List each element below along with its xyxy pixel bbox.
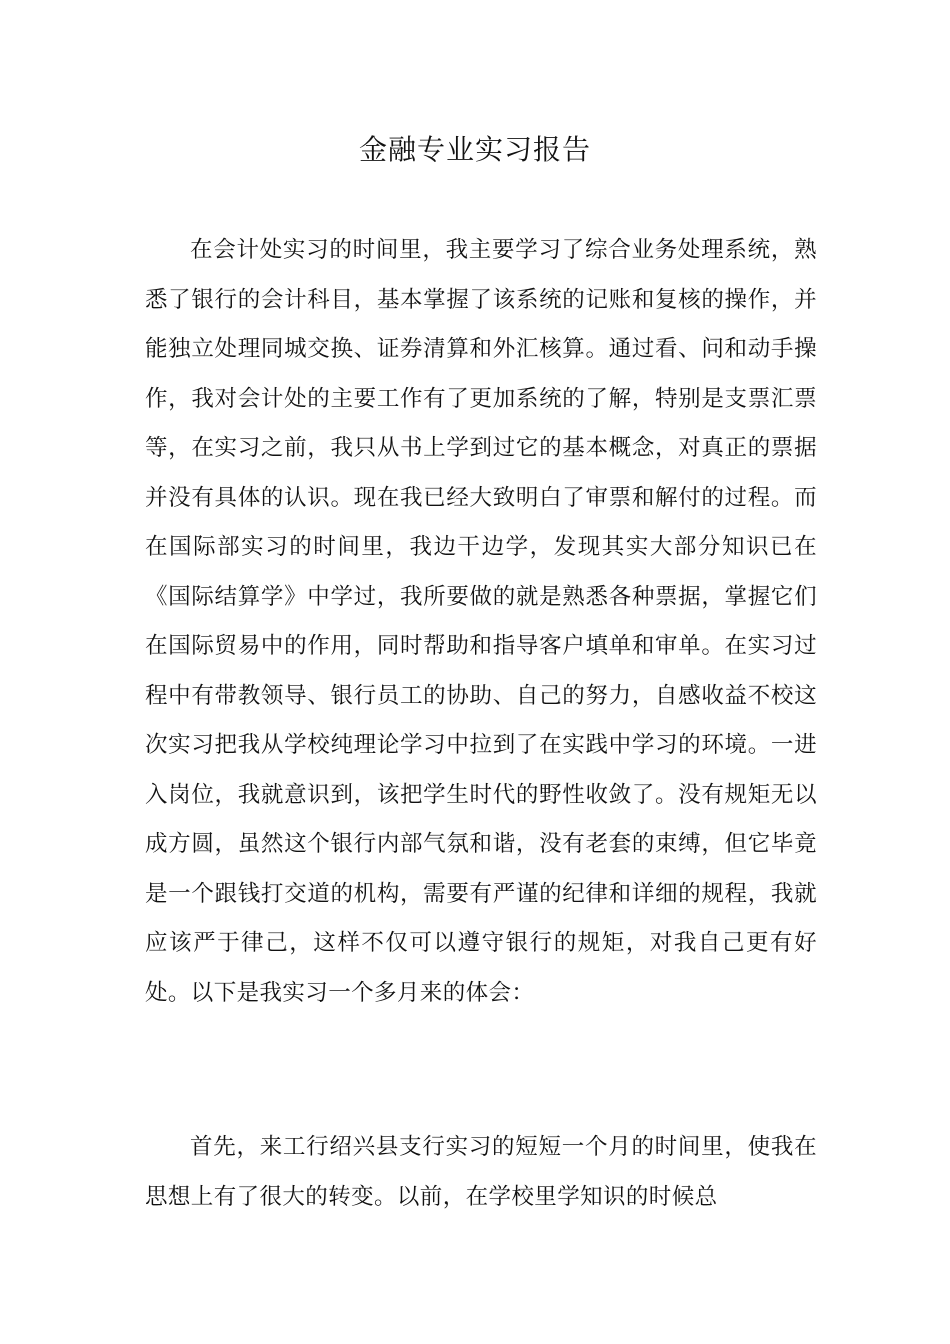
body-paragraph: 首先，来工行绍兴县支行实习的短短一个月的时间里，使我在思想上有了很大的转变。以前，在学校里学知识的时候总 [145, 1134, 817, 1210]
document-title: 金融专业实习报告 [358, 133, 591, 166]
paragraph-2-container [145, 1123, 817, 1222]
paragraph-1-container [145, 226, 817, 1018]
body-paragraph: 在会计处实习的时间里，我主要学习了综合业务处理系统，熟悉了银行的会计科目，基本掌握了该系统的记账和复核的操作，并能独立处理同城交换、证券清算和外汇核算。通过看、问和动手操作，我对会计处的主要工作有了更加系统的了解，特别是支票汇票等，在实习之前，我只从书上学到过它的基本概念，对真正的票据并没有具体的认识。现在我已经大致明白了审票和解付的过程。而在国际部实习的时间里，我边干边学，发现其实大部分知识已在《国际结算学》中学过，我所要做的就是熟悉各种票据，掌握它们在国际贸易中的作用，同时帮助和指导客户填单和审单。在实习过程中有带教领导、银行员工的协助、自己的努力，自感收益不校这次实习把我从学校纯理论学习中拉到了在实践中学习的环境。一进入岗位，我就意识到，该把学生时代的野性收敛了。没有规矩无以成方圆，虽然这个银行内部气氛和谐，没有老套的束缚，但它毕竟是一个跟钱打交道的机构，需要有严谨的纪律和详细的规程，我就应该严于律己，这样不仅可以遵守银行的规矩，对我自己更有好处。以下是我实习一个多月来的体会： [145, 237, 817, 1006]
